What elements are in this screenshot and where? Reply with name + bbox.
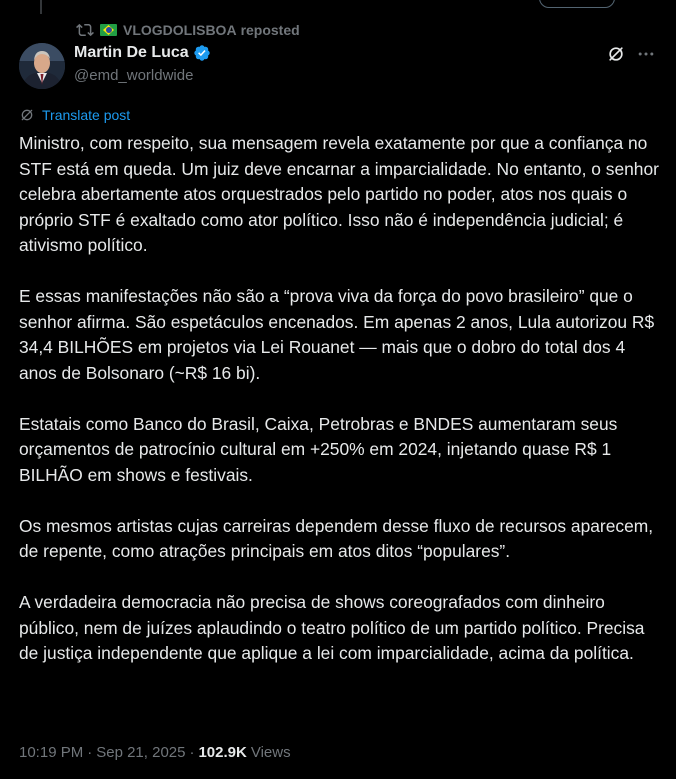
follow-button-partial[interactable] (539, 0, 615, 8)
author-name[interactable]: Martin De Luca (74, 44, 189, 61)
reposter-name: VLOGDOLISBOA (123, 22, 237, 38)
repost-indicator[interactable] (76, 20, 300, 40)
verified-badge-icon (193, 44, 211, 62)
post-paragraph: Os mesmos artistas cujas carreiras dependem desse fluxo de recursos aparecem, de repente, como atrações principais em atos ditos “populares”. (19, 515, 654, 561)
repost-label: reposted (240, 22, 300, 38)
meta-separator: · (189, 744, 195, 761)
more-icon[interactable] (636, 44, 656, 64)
post-paragraph: E essas manifestações não são a “prova viva da força do povo brasileiro” que o senhor afirma. São espetáculos encenados. Em apenas 2 anos, Lula autorizou R$ 34,4 BILHÕES em projetos via Lei Rouanet — mais que o dobro do total dos 4 anos de Bolsonaro (~R$ 16 bi). (19, 286, 655, 383)
post-metadata (19, 744, 291, 761)
translate-label[interactable]: Translate post (42, 107, 131, 123)
repost-icon (76, 21, 94, 39)
brazil-flag-icon (100, 24, 117, 36)
avatar[interactable] (19, 43, 65, 89)
post-text (19, 131, 664, 667)
views-count: 102.9K (198, 744, 247, 761)
grok-icon[interactable] (606, 44, 626, 64)
translate-post-link[interactable] (19, 107, 130, 123)
post-paragraph: Ministro, com respeito, sua mensagem revela exatamente por que a confiança no STF está em queda. Um juiz deve encarnar a imparcialidade. No entanto, o senhor celebra abertamente atos orquestrados pelo partido no poder, atos nos quais o próprio STF é exaltado como ator político. Isso não é independência judicial; é ativismo político. (19, 133, 659, 255)
post-time[interactable]: 10:19 PM (19, 744, 84, 761)
views-label: Views (250, 744, 291, 761)
post-paragraph: A verdadeira democracia não precisa de shows coreografados com dinheiro público, nem de juízes aplaudindo o teatro político de um partido político. Precisa de justiça independente que aplique a lei com imparcialidade, acima da política. (19, 592, 645, 663)
author-handle[interactable]: @emd_worldwide (74, 67, 194, 84)
translate-icon (19, 107, 35, 123)
thread-connector-line (40, 0, 42, 14)
post-paragraph: Estatais como Banco do Brasil, Caixa, Petrobras e BNDES aumentaram seus orçamentos de patrocínio cultural em +250% em 2024, injetando quase R$ 1 BILHÃO em shows e festivais. (19, 413, 618, 485)
meta-separator: · (87, 744, 93, 761)
author-name-row[interactable] (74, 44, 211, 62)
post-date[interactable]: Sep 21, 2025 (96, 744, 186, 761)
